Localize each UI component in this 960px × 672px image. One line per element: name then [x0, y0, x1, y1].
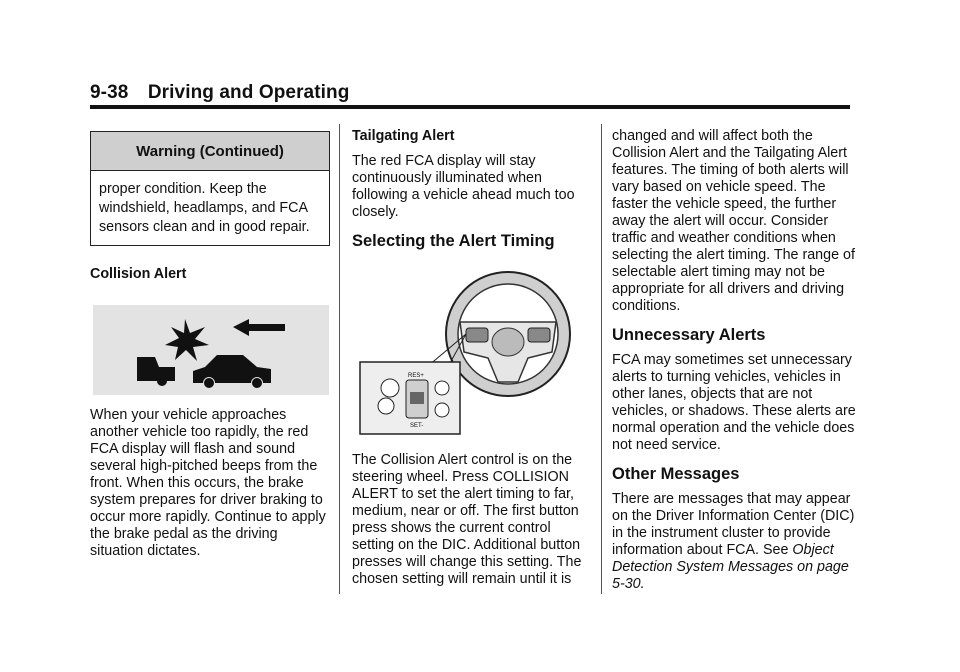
steering-wheel-icon — [356, 262, 586, 442]
column-2 — [352, 128, 592, 588]
unnecessary-alerts-heading: Unnecessary Alerts — [612, 326, 766, 344]
alert-timing-text: The Collision Alert control is on the steering wheel. Press COLLISION ALERT to set the alert timing to far, medium, near or off. The first button press shows the current control setting on the DIC. Additional button presses will change this setting. The chosen setting will remain until it is — [352, 452, 582, 587]
collision-alert-text: When your vehicle approaches another vehicle too rapidly, the red FCA display will flash and sound several high-pitched beeps from the front. When this occurs, the brake system prepares for driver braking to occur more rapidly. Continue to apply the brake pedal as the driving situation dictates. — [90, 407, 326, 559]
column-divider — [601, 124, 602, 594]
warning-box — [90, 131, 330, 246]
header-rule — [90, 105, 850, 109]
other-messages-body: There are messages that may appear on the Driver Information Center (DIC) in the instrument cluster to provide information about FCA. See — [612, 491, 855, 558]
tailgating-alert-text: The red FCA display will stay continuously illuminated when following a vehicle ahead much too closely. — [352, 153, 575, 220]
unnecessary-alerts-text: FCA may sometimes set unnecessary alerts to turning vehicles, vehicles in other lanes, objects that are not vehicles, or shadows. These alerts are normal operation and the vehicle does not need service. — [612, 352, 856, 453]
res-button-label: RES+ — [408, 373, 424, 379]
warning-title: Warning (Continued) — [91, 132, 329, 171]
alert-timing-heading: Selecting the Alert Timing — [352, 232, 555, 250]
collision-alert-symbol-image — [93, 305, 329, 395]
collision-alert-icon — [93, 305, 329, 395]
other-messages-heading: Other Messages — [612, 465, 740, 483]
column-1 — [90, 128, 330, 560]
alert-timing-continued-text: changed and will affect both the Collision Alert and the Tailgating Alert features. The timing of both alerts will vary based on vehicle speed. The faster the vehicle speed, the further away the alert will occur. Consider traffic and weather conditions when selecting the alert timing. The range of selectable alert timing may not be appropriate for all drivers and driving conditions. — [612, 128, 855, 314]
lead-vehicle-icon — [137, 357, 175, 386]
collision-alert-heading: Collision Alert — [90, 266, 187, 282]
left-arrow-icon — [233, 319, 285, 336]
set-button-label: SET- — [410, 423, 424, 429]
warning-body: proper condition. Keep the windshield, headlamps, and FCA sensors clean and in good repair. — [99, 181, 310, 235]
page-header — [90, 82, 349, 104]
section-title: Driving and Operating — [147, 82, 350, 103]
column-divider — [339, 124, 340, 594]
steering-wheel-image — [356, 262, 586, 442]
impact-burst-icon — [165, 319, 209, 361]
cross-reference-link[interactable]: Object Detection System Messages on page 5-30. — [612, 542, 849, 592]
page-number: 9-38 — [90, 82, 129, 103]
other-messages-text — [612, 491, 857, 593]
column-3 — [612, 128, 857, 593]
tailgating-alert-heading: Tailgating Alert — [352, 128, 455, 144]
